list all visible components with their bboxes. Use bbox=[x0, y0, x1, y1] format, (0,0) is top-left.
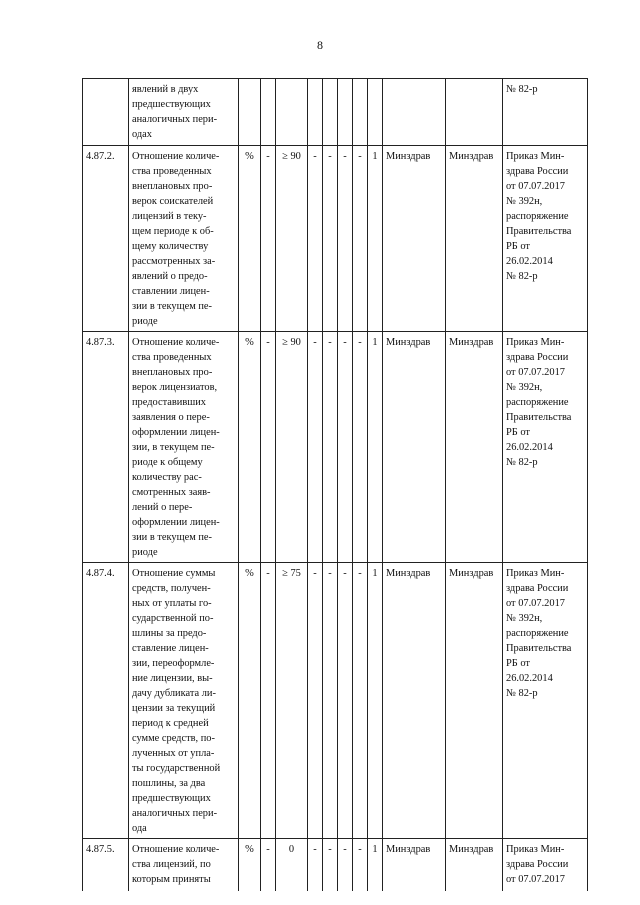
indicator-name-line: предшествующих bbox=[132, 99, 211, 110]
weight-cell: 1 bbox=[368, 332, 383, 563]
value-cell: - bbox=[338, 563, 353, 839]
indicator-name-line: зии в текущем пе- bbox=[132, 301, 212, 312]
page-number: 8 bbox=[317, 38, 323, 52]
basis-cell-line: Приказ Мин- bbox=[506, 151, 565, 162]
row-number: 4.87.4. bbox=[83, 563, 129, 839]
value-cell: - bbox=[308, 332, 323, 563]
basis-cell-line: распоряжение bbox=[506, 628, 569, 639]
indicator-name-line: явлений о предо- bbox=[132, 271, 208, 282]
value-cell: - bbox=[323, 563, 338, 839]
basis-cell-line: № 82-р bbox=[506, 688, 538, 699]
indicator-name-line: лений о пере- bbox=[132, 502, 193, 513]
basis-cell-line: 26.02.2014 bbox=[506, 256, 553, 267]
table-row bbox=[83, 563, 588, 839]
responsible-cell bbox=[383, 79, 446, 146]
indicator-name-line: заявления о пере- bbox=[132, 412, 210, 423]
indicator-name-line: Отношение количе- bbox=[132, 151, 220, 162]
basis-cell-line: здрава России bbox=[506, 859, 569, 870]
unit-cell: % bbox=[239, 563, 261, 839]
indicator-name-line: ставление лицен- bbox=[132, 643, 209, 654]
basis-cell-line: № 392н, bbox=[506, 613, 543, 624]
value-cell: - bbox=[261, 146, 276, 332]
indicator-name-line: Отношение количе- bbox=[132, 337, 220, 348]
responsible-cell: Минздрав bbox=[446, 563, 503, 839]
basis-cell-line: здрава России bbox=[506, 352, 569, 363]
value-cell: - bbox=[338, 839, 353, 891]
indicator-name-line: оформлении лицен- bbox=[132, 517, 220, 528]
unit-cell: % bbox=[239, 332, 261, 563]
value-cell: - bbox=[353, 332, 368, 563]
indicator-name-line: которым приняты bbox=[132, 874, 211, 885]
indicator-name-line: сумме средств, по- bbox=[132, 733, 215, 744]
weight-cell: 1 bbox=[368, 563, 383, 839]
indicator-name-line: количеству рас- bbox=[132, 472, 202, 483]
indicator-name-line: ства проведенных bbox=[132, 166, 212, 177]
basis-cell-line: 26.02.2014 bbox=[506, 442, 553, 453]
basis-cell-line: Приказ Мин- bbox=[506, 844, 565, 855]
basis-cell-line: 26.02.2014 bbox=[506, 673, 553, 684]
weight-cell bbox=[368, 79, 383, 146]
value-cell: - bbox=[353, 839, 368, 891]
indicator-name-line: внеплановых про- bbox=[132, 181, 213, 192]
responsible-cell: Минздрав bbox=[446, 839, 503, 891]
value-cell bbox=[338, 79, 353, 146]
basis-cell-line: № 82-р bbox=[506, 84, 538, 95]
indicator-name bbox=[129, 146, 239, 332]
indicator-name-line: дачу дубликата ли- bbox=[132, 688, 216, 699]
target-cell: ≥ 75 bbox=[276, 563, 308, 839]
basis-cell-line: Правительства bbox=[506, 643, 572, 654]
value-cell: - bbox=[308, 563, 323, 839]
table-row bbox=[83, 332, 588, 563]
value-cell: - bbox=[323, 839, 338, 891]
indicator-name-line: внеплановых про- bbox=[132, 367, 213, 378]
basis-cell bbox=[503, 79, 588, 146]
basis-cell-line: от 07.07.2017 bbox=[506, 181, 565, 192]
value-cell bbox=[261, 79, 276, 146]
value-cell: - bbox=[338, 332, 353, 563]
value-cell: - bbox=[353, 146, 368, 332]
indicator-name-line: щем периоде к об- bbox=[132, 226, 214, 237]
value-cell: - bbox=[261, 563, 276, 839]
basis-cell-line: Приказ Мин- bbox=[506, 337, 565, 348]
basis-cell-line: от 07.07.2017 bbox=[506, 874, 565, 885]
indicator-name-line: предшествующих bbox=[132, 793, 211, 804]
indicator-name-line: средств, получен- bbox=[132, 583, 211, 594]
responsible-cell: Минздрав bbox=[383, 563, 446, 839]
basis-cell-line: здрава России bbox=[506, 166, 569, 177]
basis-cell-line: № 392н, bbox=[506, 196, 543, 207]
indicator-name-line: риоде к общему bbox=[132, 457, 203, 468]
indicator-name-line: лицензий в теку- bbox=[132, 211, 207, 222]
table-row bbox=[83, 79, 588, 146]
unit-cell: % bbox=[239, 839, 261, 891]
indicator-name-line: шлины за предо- bbox=[132, 628, 207, 639]
indicator-name bbox=[129, 332, 239, 563]
basis-cell-line: РБ от bbox=[506, 658, 530, 669]
indicator-name bbox=[129, 79, 239, 146]
basis-cell-line: от 07.07.2017 bbox=[506, 367, 565, 378]
indicator-name-line: зии, переоформле- bbox=[132, 658, 215, 669]
indicator-name-line: смотренных заяв- bbox=[132, 487, 211, 498]
basis-cell-line: распоряжение bbox=[506, 397, 569, 408]
indicator-name-line: ства проведенных bbox=[132, 352, 212, 363]
indicator-name-line: предоставивших bbox=[132, 397, 206, 408]
indicator-name-line: рассмотренных за- bbox=[132, 256, 216, 267]
basis-cell bbox=[503, 146, 588, 332]
indicator-name-line: ставлении лицен- bbox=[132, 286, 210, 297]
indicator-name-line: аналогичных пери- bbox=[132, 808, 218, 819]
indicator-name-line: период к средней bbox=[132, 718, 209, 729]
responsible-cell: Минздрав bbox=[446, 146, 503, 332]
indicator-name-line: щему количеству bbox=[132, 241, 209, 252]
value-cell: - bbox=[353, 563, 368, 839]
weight-cell: 1 bbox=[368, 839, 383, 891]
indicator-name-line: зии в текущем пе- bbox=[132, 532, 212, 543]
basis-cell-line: № 82-р bbox=[506, 271, 538, 282]
unit-cell bbox=[239, 79, 261, 146]
unit-cell: % bbox=[239, 146, 261, 332]
indicator-name-line: Отношение суммы bbox=[132, 568, 216, 579]
indicator-name-line: ода bbox=[132, 823, 147, 834]
value-cell: - bbox=[323, 332, 338, 563]
indicators-table bbox=[82, 78, 588, 891]
basis-cell-line: № 392н, bbox=[506, 382, 543, 393]
target-cell: ≥ 90 bbox=[276, 146, 308, 332]
indicator-name-line: риоде bbox=[132, 316, 158, 327]
value-cell: - bbox=[323, 146, 338, 332]
basis-cell bbox=[503, 839, 588, 891]
row-number: 4.87.2. bbox=[83, 146, 129, 332]
basis-cell-line: здрава России bbox=[506, 583, 569, 594]
row-number bbox=[83, 79, 129, 146]
row-number: 4.87.5. bbox=[83, 839, 129, 891]
indicator-name-line: пошлины, за два bbox=[132, 778, 206, 789]
basis-cell-line: Правительства bbox=[506, 226, 572, 237]
weight-cell: 1 bbox=[368, 146, 383, 332]
indicator-name-line: сударственной по- bbox=[132, 613, 214, 624]
value-cell bbox=[308, 79, 323, 146]
value-cell: - bbox=[308, 146, 323, 332]
basis-cell-line: № 82-р bbox=[506, 457, 538, 468]
indicator-name bbox=[129, 839, 239, 891]
indicator-name-line: лученных от упла- bbox=[132, 748, 215, 759]
basis-cell-line: РБ от bbox=[506, 427, 530, 438]
value-cell bbox=[323, 79, 338, 146]
value-cell: - bbox=[261, 839, 276, 891]
indicator-name-line: верок лицензиатов, bbox=[132, 382, 218, 393]
value-cell bbox=[353, 79, 368, 146]
indicator-name-line: цензии за текущий bbox=[132, 703, 216, 714]
basis-cell-line: Правительства bbox=[506, 412, 572, 423]
value-cell: - bbox=[338, 146, 353, 332]
indicator-name-line: одах bbox=[132, 129, 152, 140]
indicator-name-line: аналогичных пери- bbox=[132, 114, 218, 125]
basis-cell-line: распоряжение bbox=[506, 211, 569, 222]
value-cell: - bbox=[308, 839, 323, 891]
indicator-name-line: ных от уплаты го- bbox=[132, 598, 212, 609]
indicator-name bbox=[129, 563, 239, 839]
basis-cell bbox=[503, 332, 588, 563]
row-number: 4.87.3. bbox=[83, 332, 129, 563]
basis-cell-line: от 07.07.2017 bbox=[506, 598, 565, 609]
target-cell bbox=[276, 79, 308, 146]
responsible-cell: Минздрав bbox=[383, 146, 446, 332]
responsible-cell: Минздрав bbox=[383, 839, 446, 891]
basis-cell-line: Приказ Мин- bbox=[506, 568, 565, 579]
indicator-name-line: оформлении лицен- bbox=[132, 427, 220, 438]
basis-cell-line: РБ от bbox=[506, 241, 530, 252]
target-cell: 0 bbox=[276, 839, 308, 891]
indicator-name-line: Отношение количе- bbox=[132, 844, 220, 855]
basis-cell bbox=[503, 563, 588, 839]
table-row bbox=[83, 146, 588, 332]
indicator-name-line: ства лицензий, по bbox=[132, 859, 211, 870]
target-cell: ≥ 90 bbox=[276, 332, 308, 563]
indicator-name-line: зии, в текущем пе- bbox=[132, 442, 215, 453]
table-row bbox=[83, 839, 588, 891]
indicator-name-line: ты государственной bbox=[132, 763, 221, 774]
responsible-cell bbox=[446, 79, 503, 146]
responsible-cell: Минздрав bbox=[383, 332, 446, 563]
indicator-name-line: риоде bbox=[132, 547, 158, 558]
indicator-name-line: явлений в двух bbox=[132, 84, 199, 95]
indicator-name-line: ние лицензии, вы- bbox=[132, 673, 213, 684]
value-cell: - bbox=[261, 332, 276, 563]
responsible-cell: Минздрав bbox=[446, 332, 503, 563]
indicator-name-line: верок соискателей bbox=[132, 196, 214, 207]
